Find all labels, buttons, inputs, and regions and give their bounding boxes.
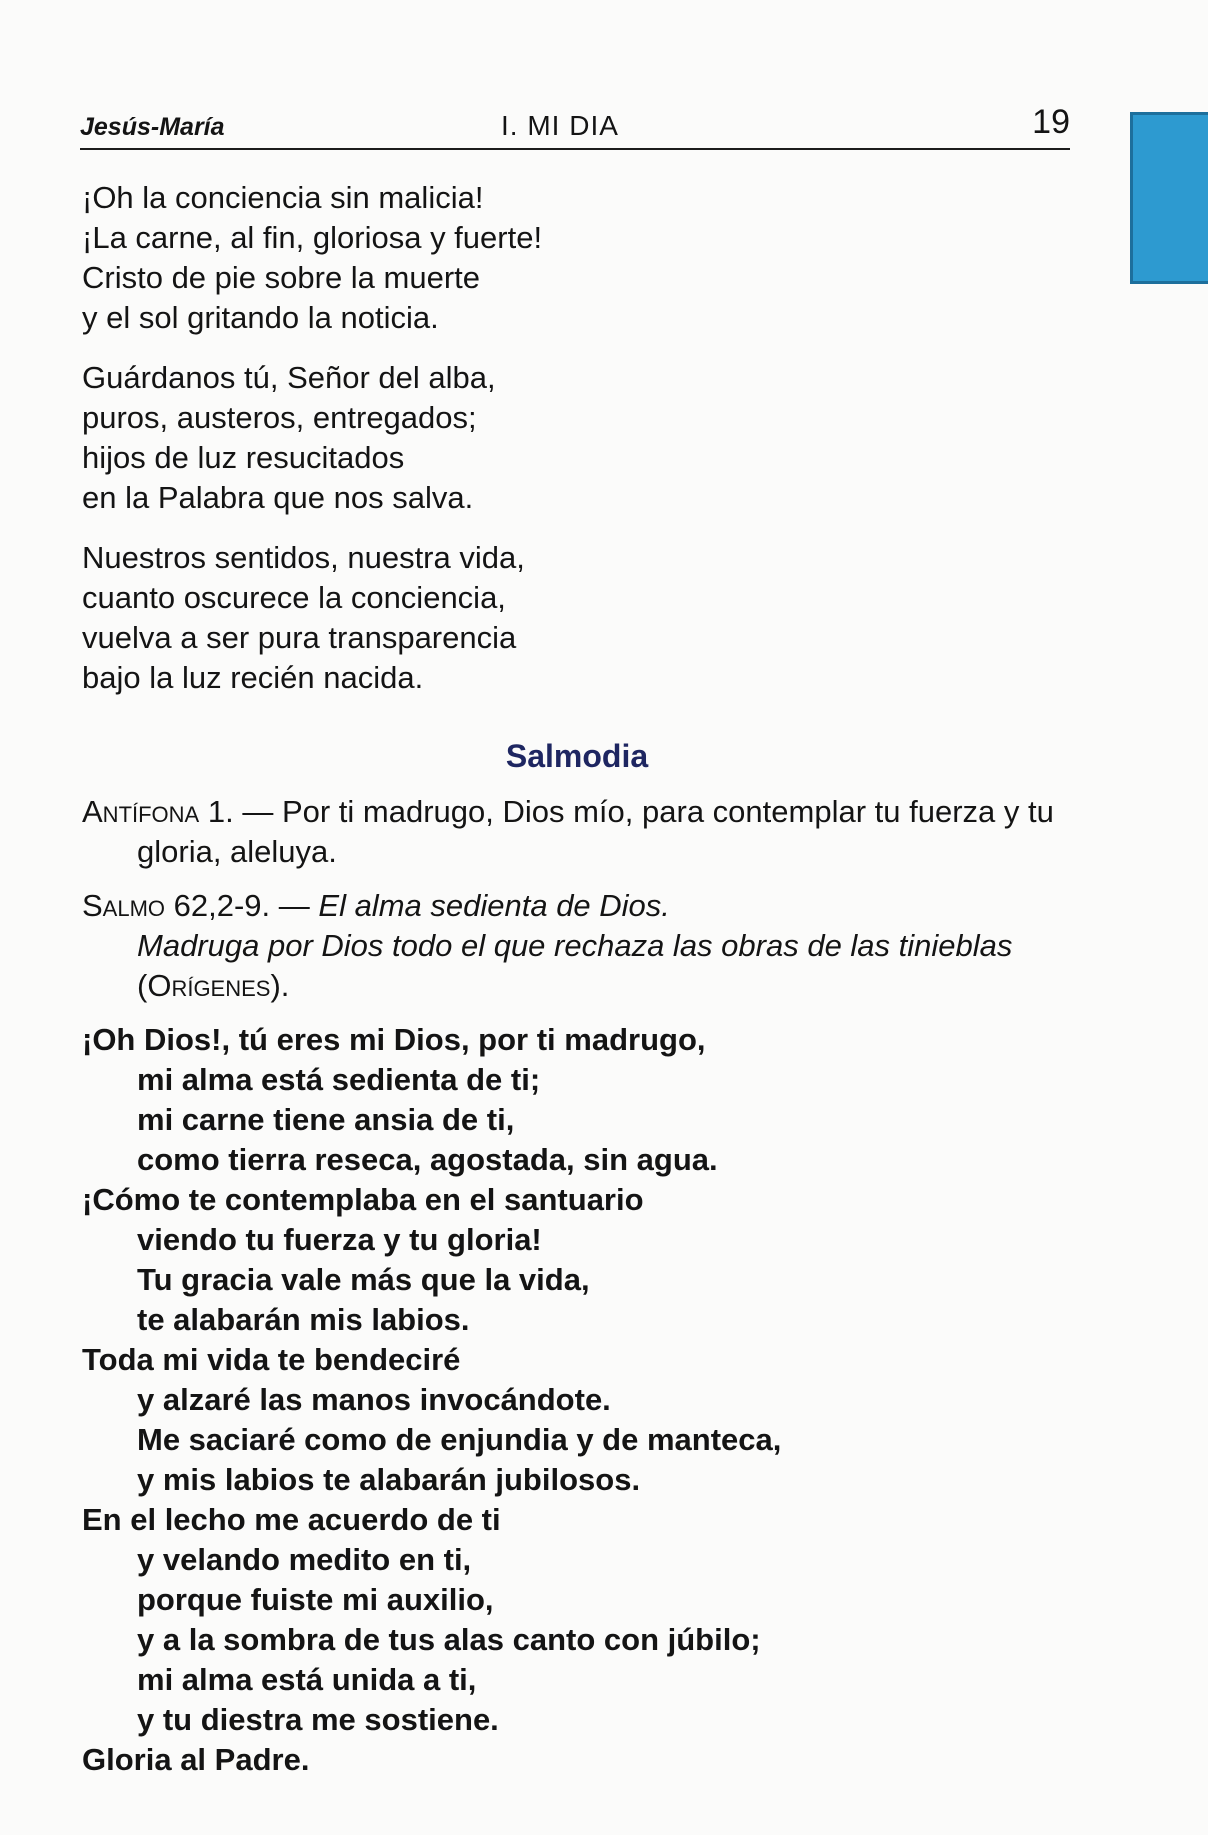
- hymn-line: ¡Oh la conciencia sin malicia!: [82, 180, 484, 215]
- psalm-line: como tierra reseca, agostada, sin agua.: [137, 1142, 718, 1177]
- psalm-heading: [82, 886, 1072, 1006]
- antiphon-text: Por ti madrugo, Dios mío, para contemplar tu fuerza y tu gloria, aleluya.: [137, 794, 1054, 869]
- psalm-line: Gloria al Padre.: [82, 1742, 310, 1777]
- running-header: [80, 104, 1070, 150]
- psalm-line: y a la sombra de tus alas canto con júbilo;: [137, 1622, 761, 1657]
- hymn-line: Guárdanos tú, Señor del alba,: [82, 360, 496, 395]
- hymn-line: ¡La carne, al fin, gloriosa y fuerte!: [82, 220, 543, 255]
- hymn-line: hijos de luz resucitados: [82, 440, 405, 475]
- antiphon-label: Antífona 1.: [82, 794, 234, 829]
- psalm-line: ¡Oh Dios!, tú eres mi Dios, por ti madrugo,: [82, 1022, 706, 1057]
- hymn-stanza: [82, 178, 1072, 338]
- thumb-index-tab: [1130, 112, 1208, 284]
- psalm-line: viendo tu fuerza y tu gloria!: [137, 1222, 542, 1257]
- hymn-line: puros, austeros, entregados;: [82, 400, 477, 435]
- header-chapter: I. MI DIA: [501, 110, 619, 141]
- psalm-line: y velando medito en ti,: [137, 1542, 472, 1577]
- psalm-line: Me saciaré como de enjundia y de manteca,: [137, 1422, 782, 1457]
- hymn-stanza: [82, 358, 1072, 518]
- psalm-label: Salmo 62,2-9.: [82, 888, 271, 923]
- header-book-title: Jesús-María: [80, 113, 225, 141]
- hymn-stanza: [82, 538, 1072, 698]
- psalm-text: [82, 1020, 1072, 1780]
- psalm-line: porque fuiste mi auxilio,: [137, 1582, 494, 1617]
- psalm-line: mi carne tiene ansia de ti,: [137, 1102, 515, 1137]
- psalm-line: Toda mi vida te bendeciré: [82, 1342, 461, 1377]
- hymn-line: y el sol gritando la noticia.: [82, 300, 439, 335]
- psalm-line: y alzaré las manos invocándote.: [137, 1382, 611, 1417]
- psalm-line: te alabarán mis labios.: [137, 1302, 470, 1337]
- antiphon-dash: —: [233, 794, 282, 829]
- psalm-dash: —: [270, 888, 319, 923]
- psalm-line: mi alma está sedienta de ti;: [137, 1062, 541, 1097]
- page-number: 19: [1032, 103, 1070, 141]
- psalm-line: Tu gracia vale más que la vida,: [137, 1262, 590, 1297]
- page-content: [82, 178, 1072, 1780]
- hymn-line: Nuestros sentidos, nuestra vida,: [82, 540, 525, 575]
- psalm-source: Orígenes: [147, 968, 271, 1003]
- psalm-line: y mis labios te alabarán jubilosos.: [137, 1462, 641, 1497]
- psalm-line: mi alma está unida a ti,: [137, 1662, 477, 1697]
- psalm-line: En el lecho me acuerdo de ti: [82, 1502, 501, 1537]
- hymn-line: cuanto oscurece la conciencia,: [82, 580, 506, 615]
- hymn-line: Cristo de pie sobre la muerte: [82, 260, 481, 295]
- psalm-source-open: (: [137, 968, 148, 1003]
- section-title: Salmodia: [505, 738, 649, 774]
- hymn-line: vuelva a ser pura transparencia: [82, 620, 517, 655]
- psalm-title: El alma sedienta de Dios.: [318, 888, 670, 923]
- hymn-line: en la Palabra que nos salva.: [82, 480, 474, 515]
- psalm-line: ¡Cómo te contemplaba en el santuario: [82, 1182, 644, 1217]
- psalm-quote: Madruga por Dios todo el que rechaza las obras de las tinieblas: [137, 928, 1013, 963]
- antiphon: [82, 792, 1072, 872]
- psalm-line: y tu diestra me sostiene.: [137, 1702, 499, 1737]
- psalm-source-close: ).: [270, 968, 290, 1003]
- hymn-line: bajo la luz recién nacida.: [82, 660, 424, 695]
